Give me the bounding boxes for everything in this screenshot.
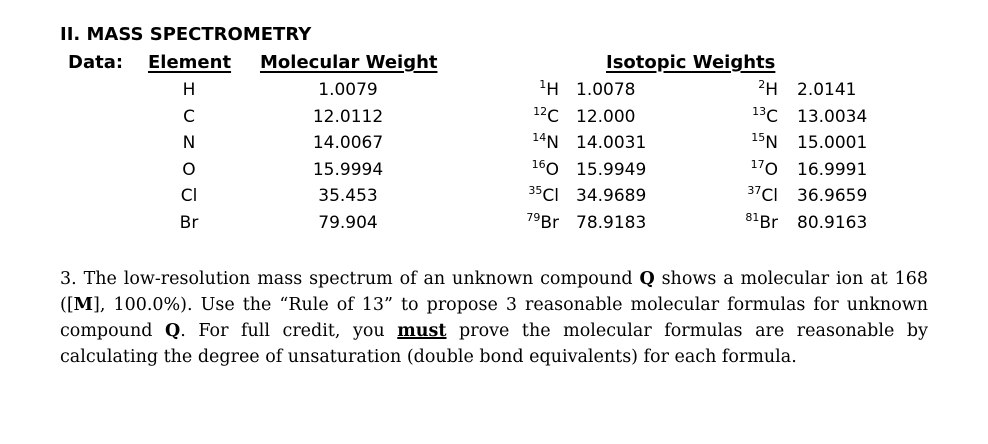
isotope-2-weight: 13.0034 bbox=[797, 106, 868, 127]
element-symbol: Br bbox=[179, 212, 199, 233]
isotope-1-weight: 1.0078 bbox=[576, 80, 636, 100]
mass-number: 79 bbox=[526, 210, 541, 224]
isotope-1-symbol bbox=[499, 186, 559, 206]
element-symbol: N bbox=[546, 133, 559, 153]
element-symbol: C bbox=[183, 106, 195, 127]
isotope-2-weight: 15.0001 bbox=[797, 133, 868, 153]
isotope-1-symbol bbox=[499, 80, 559, 100]
element-symbol: Cl bbox=[180, 186, 198, 206]
element-symbol: N bbox=[765, 133, 778, 153]
must-emphasis: must bbox=[397, 321, 447, 341]
mass-number: 13 bbox=[752, 104, 767, 118]
question-text: 3. The low-resolution mass spectrum of an unknown compound bbox=[60, 269, 640, 289]
mass-number: 2 bbox=[758, 78, 766, 91]
element-symbol: C bbox=[766, 106, 778, 127]
isotope-2-symbol bbox=[718, 210, 778, 233]
isotope-2-weight: 80.9163 bbox=[797, 212, 868, 233]
isotope-1-symbol bbox=[499, 157, 559, 180]
molecular-weight: 35.453 bbox=[318, 186, 378, 206]
element-symbol: H bbox=[182, 80, 196, 100]
compound-name: Q bbox=[164, 321, 181, 341]
molecular-weight: 79.904 bbox=[318, 212, 378, 233]
mass-number: 14 bbox=[532, 131, 547, 144]
mass-number: 1 bbox=[539, 78, 547, 91]
question-text: prove the molecular formulas are reasonable by calculating the degree of unsaturation (double bond equivalents) for each formula. bbox=[60, 321, 928, 367]
element-symbol: Cl bbox=[761, 186, 778, 206]
question-text: . For full credit, you bbox=[180, 321, 398, 341]
element-symbol: H bbox=[765, 80, 778, 100]
molecular-weight: 1.0079 bbox=[318, 80, 378, 100]
compound-name: Q bbox=[639, 269, 655, 289]
element-symbol: Br bbox=[540, 212, 559, 233]
isotope-2-symbol bbox=[718, 133, 778, 153]
mass-number: 37 bbox=[747, 184, 762, 197]
element-symbol: H bbox=[546, 80, 559, 100]
isotope-2-weight: 16.9991 bbox=[797, 159, 868, 180]
element-symbol: O bbox=[545, 159, 559, 180]
isotopic-weights-header: Isotopic Weights bbox=[606, 52, 776, 73]
molecular-weight: 12.0112 bbox=[312, 106, 384, 127]
mass-number: 17 bbox=[750, 157, 765, 171]
isotope-2-weight: 36.9659 bbox=[797, 186, 868, 206]
isotope-1-weight: 34.9689 bbox=[576, 186, 647, 206]
element-header: Element bbox=[148, 52, 232, 73]
mass-number: 81 bbox=[745, 210, 760, 224]
isotope-2-weight: 2.0141 bbox=[797, 80, 857, 100]
isotope-1-weight: 12.000 bbox=[576, 106, 636, 127]
isotope-2-symbol bbox=[718, 104, 778, 127]
molecular-weight-header: Molecular Weight bbox=[260, 52, 438, 73]
element-symbol: N bbox=[182, 133, 196, 153]
mass-number: 35 bbox=[528, 184, 543, 197]
element-symbol: O bbox=[764, 159, 778, 180]
element-symbol: C bbox=[547, 106, 559, 127]
isotope-2-symbol bbox=[718, 186, 778, 206]
element-symbol: Cl bbox=[542, 186, 559, 206]
question-text: ], 100.0%). Use the “Rule of 13” to propose 3 reasonable molecular formulas for unknown compound bbox=[60, 295, 928, 341]
element-symbol: O bbox=[182, 159, 196, 180]
isotope-1-symbol bbox=[499, 104, 559, 127]
mass-number: 12 bbox=[533, 104, 548, 118]
question-text: shows a molecular ion at 168 ([ bbox=[60, 269, 928, 315]
molecular-weight: 14.0067 bbox=[312, 133, 384, 153]
isotope-2-symbol bbox=[718, 80, 778, 100]
molecular-weight: 15.9994 bbox=[312, 159, 384, 180]
molecular-ion-symbol: M bbox=[73, 295, 94, 315]
isotope-2-symbol bbox=[718, 157, 778, 180]
element-symbol: Br bbox=[759, 212, 778, 233]
isotope-1-weight: 78.9183 bbox=[576, 212, 647, 233]
data-label: Data: bbox=[68, 52, 124, 73]
isotope-1-symbol bbox=[499, 210, 559, 233]
question-3 bbox=[60, 266, 928, 370]
isotope-1-weight: 14.0031 bbox=[576, 133, 647, 153]
section-title: II. MASS SPECTROMETRY bbox=[60, 24, 312, 45]
isotope-1-weight: 15.9949 bbox=[576, 159, 647, 180]
isotope-1-symbol bbox=[499, 133, 559, 153]
mass-number: 15 bbox=[751, 131, 766, 144]
mass-number: 16 bbox=[531, 157, 546, 171]
